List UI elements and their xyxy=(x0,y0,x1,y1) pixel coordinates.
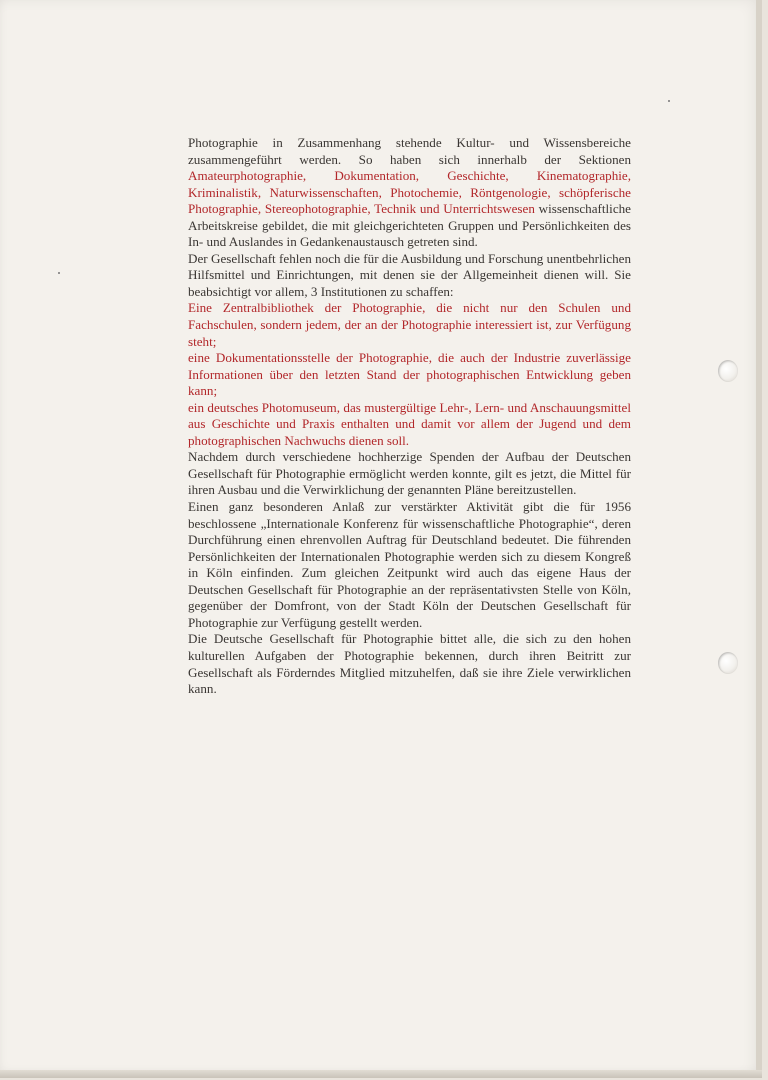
punch-hole xyxy=(718,652,738,674)
text-span: Photographie in Zusammenhang stehende Kultur- und Wissensbereiche zusammengeführt werden. So haben sich innerhalb der Sektionen xyxy=(188,135,631,167)
paragraph-dokumentationsstelle xyxy=(188,350,631,400)
punch-hole xyxy=(718,360,738,382)
highlight-span: Amateurphotographie, Dokumentation, Geschichte, Kinematographie, Kriminalistik, Naturwissenschaften, Photochemie, Röntgenologie, schöpferische Photographie, Stereophotographie, Technik und Unterrichtswesen xyxy=(188,168,631,217)
paper-speck xyxy=(668,100,670,102)
text-span: wissenschaftliche Arbeitskreise gebildet, die mit gleichgerichteten Gruppen und Persönlichkeiten des In- und Auslandes in Gedankenaustausch getreten sind. xyxy=(188,201,631,250)
paragraph-appeal xyxy=(188,631,631,697)
paragraph-spenden xyxy=(188,449,631,499)
paragraph-sections xyxy=(188,135,631,251)
highlight-span: eine Dokumentationsstelle der Photographie, die auch der Industrie zuverlässige Informationen über den letzten Stand der photographischen Entwicklung geben kann; xyxy=(188,350,631,399)
text-span: Nachdem durch verschiedene hochherzige Spenden der Aufbau der Deutschen Gesellschaft für Photographie ermöglicht werden konnte, gilt es jetzt, die Mittel für ihren Ausbau und die Verwirklichung der genannten Pläne bereitzustellen. xyxy=(188,449,631,498)
paragraph-institutions-intro xyxy=(188,251,631,301)
text-span: Der Gesellschaft fehlen noch die für die Ausbildung und Forschung unentbehrlichen Hilfsmittel und Einrichtungen, mit denen sie der Allgemeinheit dienen will. Sie beabsichtigt vor allem, 3 Institutionen zu schaffen: xyxy=(188,250,631,299)
highlight-span: ein deutsches Photomuseum, das mustergültige Lehr-, Lern- und Anschauungsmittel aus Geschichte und Praxis enthalten und damit vor allem der Jugend und dem photographischen Nachwuchs dienen soll. xyxy=(188,399,631,448)
page-bottom-edge xyxy=(0,1070,762,1078)
paper-speck xyxy=(58,272,60,274)
paragraph-konferenz xyxy=(188,499,631,631)
paragraph-zentralbibliothek xyxy=(188,300,631,350)
highlight-span: Eine Zentralbibliothek der Photographie, die nicht nur den Schulen und Fachschulen, sondern jedem, der an der Photographie interessiert ist, zur Verfügung steht; xyxy=(188,300,631,349)
page-edge xyxy=(756,0,762,1078)
text-span: Die Deutsche Gesellschaft für Photographie bittet alle, die sich zu den hohen kulturellen Aufgaben der Photographie bekennen, durch ihren Beitritt zur Gesellschaft als Förderndes Mitglied mitzuhelfen, daß sie ihre Ziele verwirklichen kann. xyxy=(188,631,631,697)
body-text xyxy=(188,135,631,698)
text-span: Einen ganz besonderen Anlaß zur verstärkter Aktivität gibt die für 1956 beschlossene „Internationale Konferenz für wissenschaftliche Photographie“, deren Durchführung einen ehrenvollen Auftrag für Deutschland bedeutet. Die führenden Persönlichkeiten der Internationalen Photographie werden sich zu diesem Kongreß in Köln einfinden. Zum gleichen Zeitpunkt wird auch das eigene Haus der Deutschen Gesellschaft für Photographie an der repräsentativsten Stelle von Köln, gegenüber der Domfront, von der Stadt Köln der Deutschen Gesellschaft für Photographie zur Verfügung gestellt werden. xyxy=(188,499,631,630)
paragraph-photomuseum xyxy=(188,400,631,450)
